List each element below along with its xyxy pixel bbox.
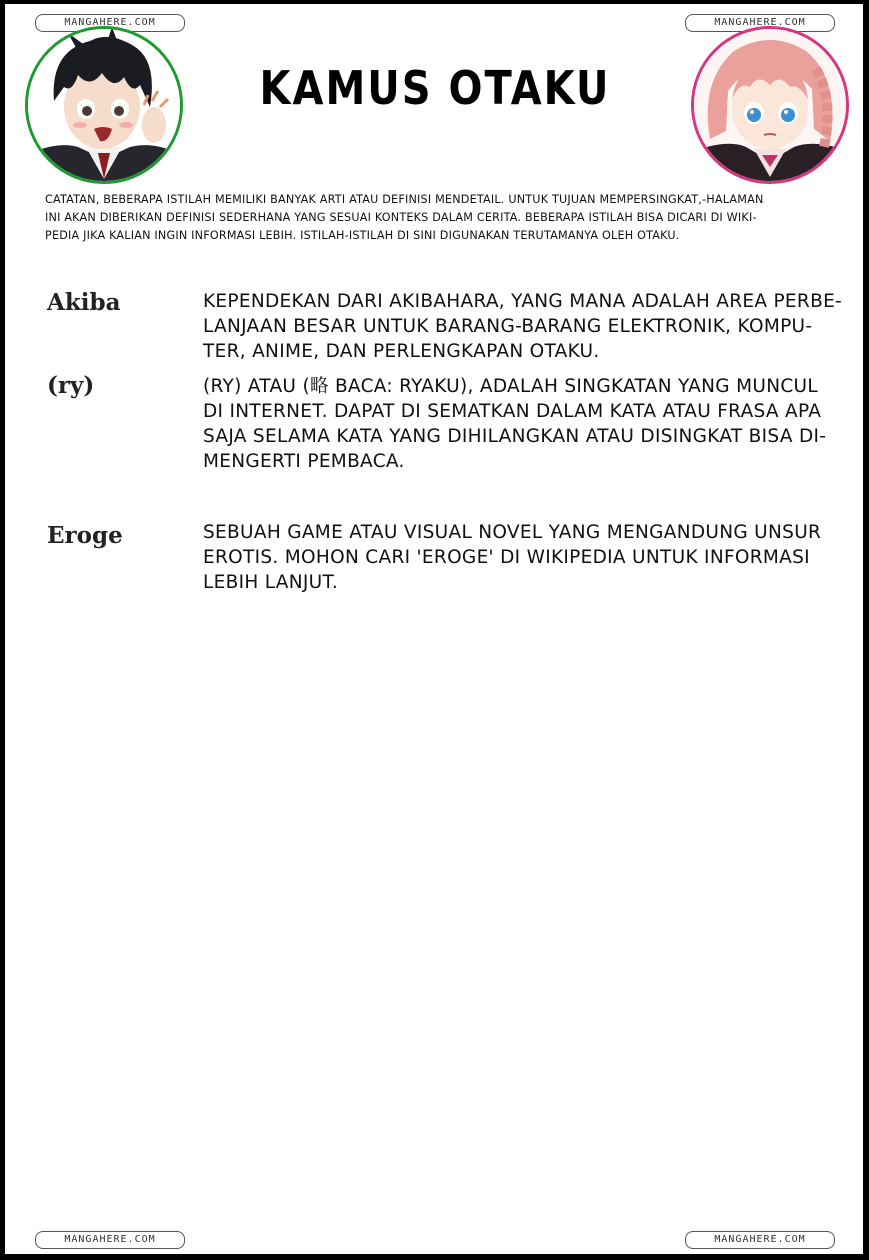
- definition-line: LEBIH LANJUT.: [203, 572, 339, 593]
- definition-eroge: [203, 520, 863, 595]
- note-line: INI AKAN DIBERIKAN DEFINISI SEDERHANA YANG SESUAI KONTEKS DALAM CERITA. BEBERAPA ISTILAH BISA DICARI DI WIKI-: [45, 211, 757, 224]
- watermark-bottom-right: MANGAHERE.COM: [685, 1231, 835, 1249]
- watermark-bottom-left: MANGAHERE.COM: [35, 1231, 185, 1249]
- definition-akiba: [203, 289, 863, 364]
- page-title: KAMUS OTAKU: [259, 62, 611, 116]
- definition-line: KEPENDEKAN DARI AKIBAHARA, YANG MANA ADALAH AREA PERBE-: [203, 291, 843, 312]
- definition-line: SAJA SELAMA KATA YANG DIHILANGKAN ATAU DISINGKAT BISA DI-: [203, 426, 827, 447]
- page: [5, 4, 863, 1254]
- term-eroge: Eroge: [47, 522, 123, 549]
- boy-avatar: [25, 26, 183, 184]
- term-akiba: Akiba: [47, 289, 121, 316]
- definition-ry: [203, 374, 863, 474]
- definition-line: LANJAAN BESAR UNTUK BARANG-BARANG ELEKTRONIK, KOMPU-: [203, 316, 813, 337]
- definition-line: DI INTERNET. DAPAT DI SEMATKAN DALAM KATA ATAU FRASA APA: [203, 401, 822, 422]
- note-line: PEDIA JIKA KALIAN INGIN INFORMASI LEBIH. ISTILAH-ISTILAH DI SINI DIGUNAKAN TERUTAMANYA OLEH OTAKU.: [45, 229, 680, 242]
- note-text: [45, 191, 863, 245]
- term-ry: (ry): [47, 372, 95, 399]
- girl-avatar: [691, 26, 849, 184]
- note-line: CATATAN, BEBERAPA ISTILAH MEMILIKI BANYAK ARTI ATAU DEFINISI MENDETAIL. UNTUK TUJUAN MEMPERSINGKAT,-HALAMAN: [45, 193, 764, 206]
- definition-line: TER, ANIME, DAN PERLENGKAPAN OTAKU.: [203, 341, 600, 362]
- watermark-top-left: MANGAHERE.COM: [35, 14, 185, 32]
- definition-line: SEBUAH GAME ATAU VISUAL NOVEL YANG MENGANDUNG UNSUR: [203, 522, 822, 543]
- girl-avatar-illustration: [694, 29, 846, 181]
- definition-line: MENGERTI PEMBACA.: [203, 451, 405, 472]
- boy-avatar-illustration: [28, 29, 180, 181]
- definition-line: EROTIS. MOHON CARI 'EROGE' DI WIKIPEDIA UNTUK INFORMASI: [203, 547, 810, 568]
- definition-line: (RY) ATAU (略 BACA: RYAKU), ADALAH SINGKATAN YANG MUNCUL: [203, 376, 819, 397]
- watermark-top-right: MANGAHERE.COM: [685, 14, 835, 32]
